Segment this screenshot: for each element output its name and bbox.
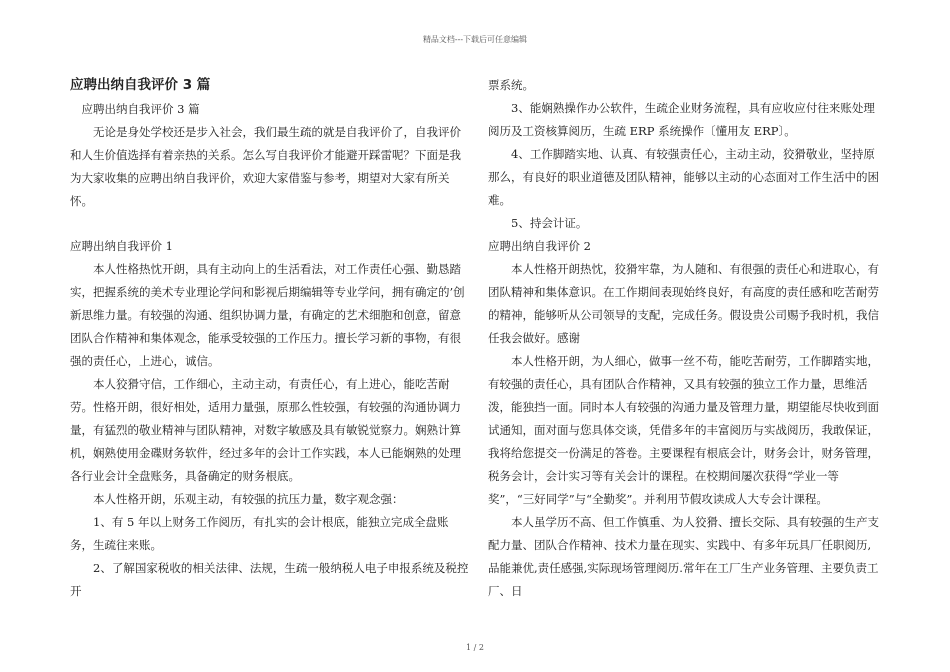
list-item-2: 2、了解国家税收的相关法律、法规，生疏一般纳税人电子申报系统及税控开 — [70, 561, 469, 598]
paragraph-2: 本人狡猾守信，工作细心，主动主动，有责任心，有上进心，能吃苦耐劳。性格开朗，很好相处，适用力量强，原那么性较强，有较强的沟通协调力量，有猛烈的敬业精神与团队精神，对数字敏感及具有敏锐觉察力。娴熟计算机，娴熟使用金碟财务软件，经过多年的会计工作实践，本人已能娴熟的处理各行业会计全盘账务，具备确定的财务根底。 — [70, 377, 461, 483]
paragraph-6: 本人虽学历不高、但工作慎重、为人狡猾、擅长交际、具有较强的生产支配力量、团队合作精神、技术力量在现实、实践中、有多年玩具厂任职阅历,品能兼优,责任感强,实际现场管理阅历.常年在工厂生产业务管理、主要负责工厂、日 — [488, 515, 879, 598]
paragraph-1: 本人性格热忱开朗，具有主动向上的生活看法，对工作责任心强、勤恳踏实，把握系统的美术专业理论学问和影视后期编辑等专业学问，拥有确定的’创新思维力量。有较强的沟通、组织协调力量，有确定的艺术细胞和创意，留意团队合作精神和集体观念，能承受较强的工作压力。擅长学习新的事物，有很强的责任心，上进心，诚信。 — [70, 262, 465, 368]
page-number: 1 / 2 — [466, 643, 484, 652]
document-title: 应聘出纳自我评价 3 篇 — [70, 77, 211, 93]
intro-paragraph: 无论是身处学校还是步入社会，我们最生疏的就是自我评价了，自我评价和人生价值选择有着亲热的关系。怎么写自我评价才能避开踩雷呢？下面是我为大家收集的应聘出纳自我评价，欢迎大家借鉴与参考，期望对大家有所关怀。 — [70, 125, 461, 208]
page-header: 精品文档---下载后可任意编辑 — [422, 35, 528, 44]
list-item-2-continued: 票系统。 — [488, 78, 534, 92]
left-column — [70, 72, 470, 603]
list-item-1: 1、有 5 年以上财务工作阅历，有扎实的会计根底，能独立完成全盘账务，生疏往来账。 — [70, 515, 449, 552]
section-heading-1: 应聘出纳自我评价 1 — [70, 239, 173, 253]
list-item-3: 3、能娴熟操作办公软件，生疏企业财务流程，具有应收应付往来账处理阅历及工资核算阅历，生疏 ERP 系统操作〔懂用友 ERP〕。 — [488, 101, 875, 138]
spacer — [70, 213, 470, 235]
list-item-4: 4、工作脚踏实地、认真、有较强责任心，主动主动，狡猾敬业，坚持原那么，有良好的职业道德及团队精神，能够以主动的心态面对工作生活中的困难。 — [488, 147, 879, 207]
document-subtitle: 应聘出纳自我评价 3 篇 — [81, 102, 200, 116]
section-heading-2: 应聘出纳自我评价 2 — [488, 239, 591, 253]
paragraph-3: 本人性格开朗，乐观主动，有较强的抗压力量，数字观念强： — [93, 492, 404, 506]
list-item-5: 5、持会计证。 — [511, 216, 588, 230]
paragraph-4: 本人性格开朗热忱，狡猾牢靠，为人随和、有很强的责任心和进取心，有团队精神和集体意识。在工作期间表现始终良好，有高度的责任感和吃苦耐劳的精神，能够听从公司领导的支配，完成任务。假设贵公司赐予我时机，我信任我会做好。感谢 — [488, 262, 879, 345]
paragraph-5: 本人性格开朗，为人细心，做事一丝不苟，能吃苦耐劳，工作脚踏实地，有较强的责任心，具有团队合作精神，又具有较强的独立工作力量，思维活泼，能独挡一面。同时本人有较强的沟通力量及管理力量，期望能尽快收到面试通知，面对面与您具体交谈，凭借多年的丰富阅历与实战阅历，我敢保证，我将给您提交一份满足的答卷。主要课程有根底会计，财务会计，财务管理，税务会计，会计实习等有关会计的课程。在校期间屡次获得“学业一等奖”，“三好同学”与“全勤奖”。并利用节假攻读成人大专会计课程。 — [488, 354, 879, 506]
right-column — [488, 74, 882, 603]
